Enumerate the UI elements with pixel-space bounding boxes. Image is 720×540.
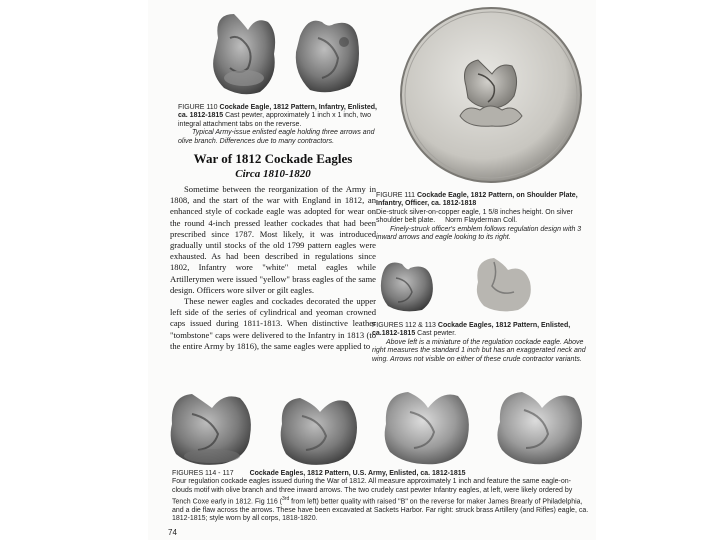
figure-credit: Norm Flayderman Coll. [445, 217, 518, 225]
page-number: 74 [168, 528, 177, 537]
figure-title: Cockade Eagle, 1812 Pattern, Infantry, Enlisted, ca. 1812-1815 [178, 104, 377, 120]
cockade-eagle-photo-117 [488, 378, 592, 470]
figure-112-113-caption [372, 322, 588, 364]
figure-description-cont: from left) better quality with raised "B" on the reverse for maker James Brearly of Philadelphia, and a die flaw across the arrows. These have been excavated at Sackets Harbor. Far right: struck brass Artillery (and Rifles) eagle, ca. 1812-1815; style worn by all corps, 1818-1820. [172, 498, 589, 523]
article-body [170, 184, 376, 352]
figure-title: Cockade Eagles, 1812 Pattern, Enlisted, ca.1812-1815 [372, 322, 571, 338]
book-page [148, 0, 596, 540]
article-subtitle: Circa 1810-1820 [235, 168, 311, 180]
cockade-eagle-photo-116 [376, 380, 480, 470]
figure-label: FIGURES 114 - 117 [172, 470, 234, 477]
figure-description: Cast pewter, approximately 1 inch x 1 inch, two integral attachment tabs on the reverse. [178, 112, 372, 128]
figure-label: FIGURE 111 [376, 192, 416, 199]
cockade-eagle-photo-112 [374, 254, 440, 316]
figure-description: Cast pewter. [417, 330, 457, 338]
figure-111-caption [376, 192, 590, 242]
figure-title: Cockade Eagle, 1812 Pattern, on Shoulder Plate, Infantry, Officer, ca. 1812-1818 [376, 192, 578, 208]
paragraph-1: Sometime between the reorganization of the Army in 1808, and the start of the war with England in 1812, an enhanced style of cockade eagle was adopted for wear on the round 4-inch pressed leather cockades that had been prescribed since 1787. Most likely, it was introduced gradually until stocks of the old 1799 pattern eagles were exhausted. As had been described in regulations since 1802, Infantry wore "white" metal eagles while Artillerymen were issued "yellow" brass eagles of the same design. Officers wore silver or gilt eagles. [170, 184, 376, 295]
figure-note: Finely-struck officer's emblem follows regulation design with 3 inward arrows and eagle looking to its right. [376, 225, 582, 242]
cockade-eagle-photo-113 [468, 252, 538, 316]
cockade-eagle-photo-110b [288, 12, 366, 98]
figure-description: Four regulation cockade eagles issued during the War of 1812. All measure approximately 1 inch and feature the same eagle-on-clouds motif with olive branch and three inward arrows. The two crudely cast pewter Infantry eagles, at left, were likely ordered by Tench Coxe early in 1812. Fig 116 ( [172, 478, 573, 506]
figure-note: Above left is a miniature of the regulation cockade eagle. Above right measures the standard 1 inch but has an exaggerated neck and wing. Arrows not visible on either of these crude contractor variants. [372, 338, 586, 363]
figure-label: FIGURES 112 & 113 [372, 322, 436, 329]
shoulder-plate-photo [396, 4, 586, 186]
figure-114-117-caption [172, 470, 590, 524]
cockade-eagle-photo-115 [270, 386, 368, 470]
superscript: 3rd [282, 496, 290, 503]
figure-label: FIGURE 110 [178, 104, 218, 111]
paragraph-2: These newer eagles and cockades decorated the upper left side of the series of cylindrical and yeoman crowned caps issued during 1811-1813. When distinctive leather "tombstone" caps were delivered to the Infantry in 1813 (to the entire Army by 1816), the same eagles were applied to [170, 296, 376, 351]
figure-note: Typical Army-issue enlisted eagle holding three arrows and olive branch. Differences due to many contractors. [178, 129, 375, 145]
figure-110-caption [178, 104, 388, 146]
figure-description: Die-struck silver-on-copper eagle, 1 5/8 inches height. On silver shoulder belt plate. [376, 208, 573, 225]
cockade-eagle-photo-114 [162, 384, 262, 470]
cockade-eagle-photo-110a [204, 8, 284, 100]
article-title: War of 1812 Cockade Eagles [193, 151, 353, 166]
figure-title: Cockade Eagles, 1812 Pattern, U.S. Army, Enlisted, ca. 1812-1815 [249, 470, 466, 477]
